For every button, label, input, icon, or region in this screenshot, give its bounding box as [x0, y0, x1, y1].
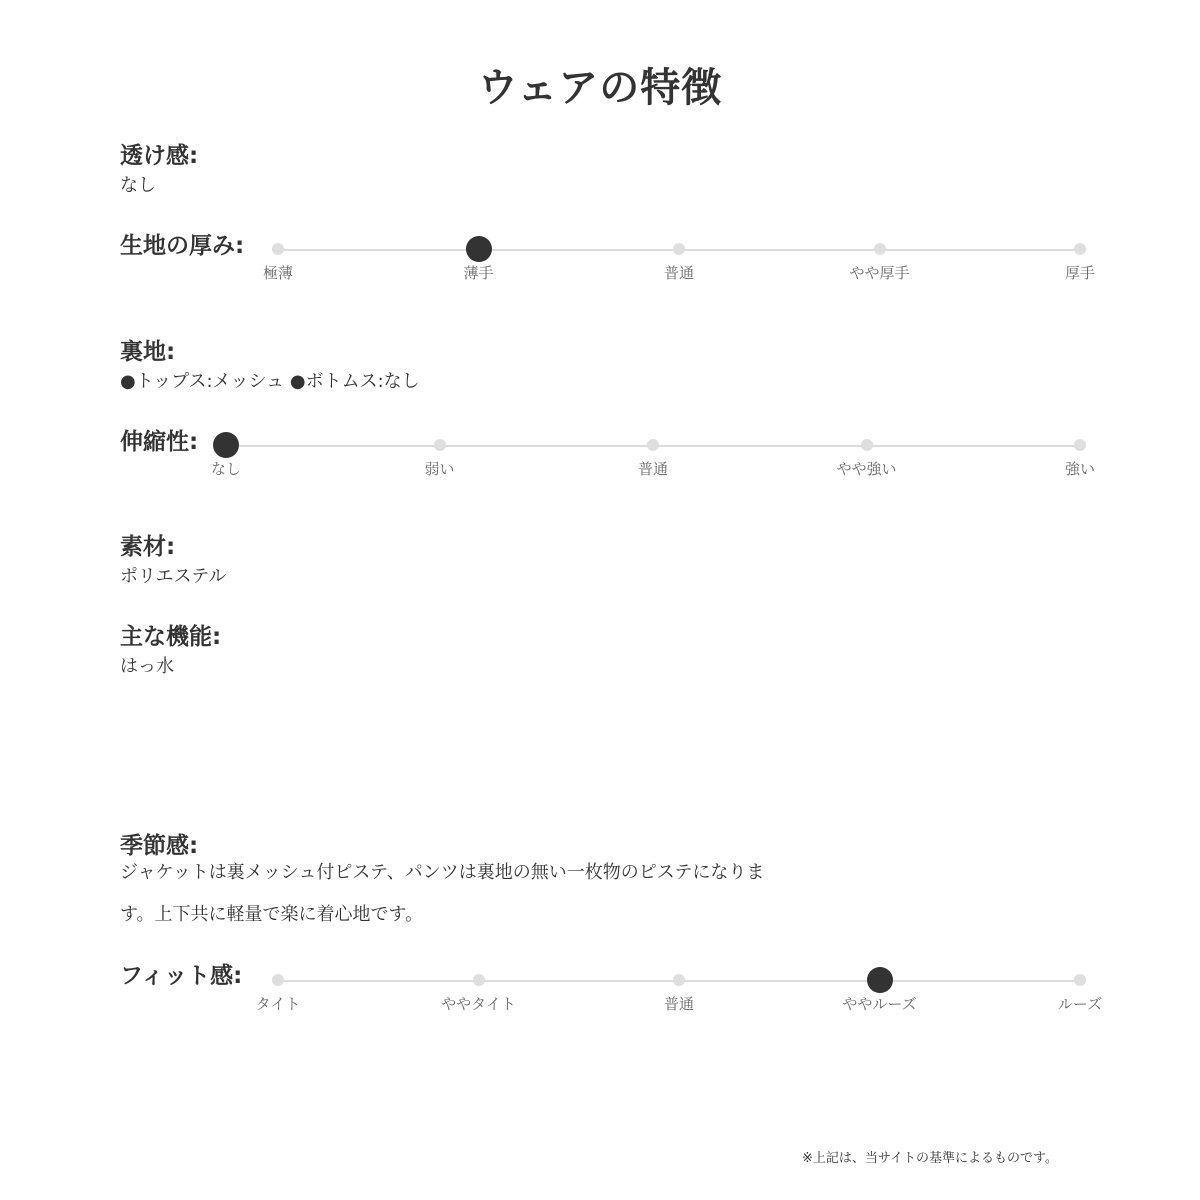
thickness-option-label: やや厚手: [849, 264, 910, 282]
stretch-option-label: 強い: [1064, 460, 1096, 478]
fit-step-dot: [673, 974, 685, 986]
fit-option-label: タイト: [255, 995, 301, 1013]
transparency-value: なし: [120, 175, 156, 196]
stretch-option-label: やや強い: [836, 460, 897, 478]
thickness-option-label: 厚手: [1064, 264, 1096, 282]
stretch-label: 伸縮性:: [120, 429, 199, 455]
thickness-label: 生地の厚み:: [120, 233, 245, 259]
stretch-selected-marker: [213, 432, 239, 458]
fit-scale: [0, 980, 1200, 1040]
fit-option-label: ルーズ: [1057, 995, 1103, 1013]
season-label: 季節感:: [120, 833, 199, 859]
transparency-label: 透け感:: [120, 143, 199, 169]
fit-step-dot: [1074, 974, 1086, 986]
lining-label: 裏地:: [120, 339, 176, 365]
thickness-scale: [0, 249, 1200, 309]
page-title: ウェアの特徴: [477, 65, 723, 111]
stretch-step-dot: [647, 439, 659, 451]
stretch-step-dot: [434, 439, 446, 451]
thickness-option-label: 普通: [663, 264, 695, 282]
thickness-step-dot: [1074, 243, 1086, 255]
footnote: ※上記は、当サイトの基準によるものです。: [802, 1151, 1058, 1166]
stretch-step-dot: [1074, 439, 1086, 451]
functions-value: はっ水: [120, 656, 174, 677]
thickness-option-label: 極薄: [262, 264, 294, 282]
thickness-step-dot: [272, 243, 284, 255]
fit-option-label: ややタイト: [441, 995, 516, 1013]
season-line-2: す。上下共に軽量で楽に着心地です。: [120, 904, 424, 925]
fit-option-label: 普通: [663, 995, 695, 1013]
thickness-selected-marker: [466, 236, 492, 262]
stretch-option-label: 普通: [637, 460, 669, 478]
thickness-step-dot: [673, 243, 685, 255]
functions-label: 主な機能:: [120, 624, 222, 650]
stretch-scale: [0, 445, 1200, 505]
season-description: [120, 852, 860, 936]
lining-value: ●トップス:メッシュ ●ボトムス:なし: [120, 371, 420, 392]
fit-step-dot: [473, 974, 485, 986]
fit-selected-marker: [867, 967, 893, 993]
season-line-1: ジャケットは裏メッシュ付ピステ、パンツは裏地の無い一枚物のピステになりま: [120, 862, 765, 883]
stretch-option-label: なし: [210, 460, 242, 478]
fit-step-dot: [272, 974, 284, 986]
stretch-step-dot: [861, 439, 873, 451]
material-label: 素材:: [120, 534, 176, 560]
fit-option-label: ややルーズ: [842, 995, 917, 1013]
thickness-step-dot: [874, 243, 886, 255]
stretch-option-label: 弱い: [424, 460, 455, 478]
material-value: ポリエステル: [120, 566, 227, 587]
fit-label: フィット感:: [120, 963, 243, 989]
thickness-option-label: 薄手: [463, 264, 494, 282]
